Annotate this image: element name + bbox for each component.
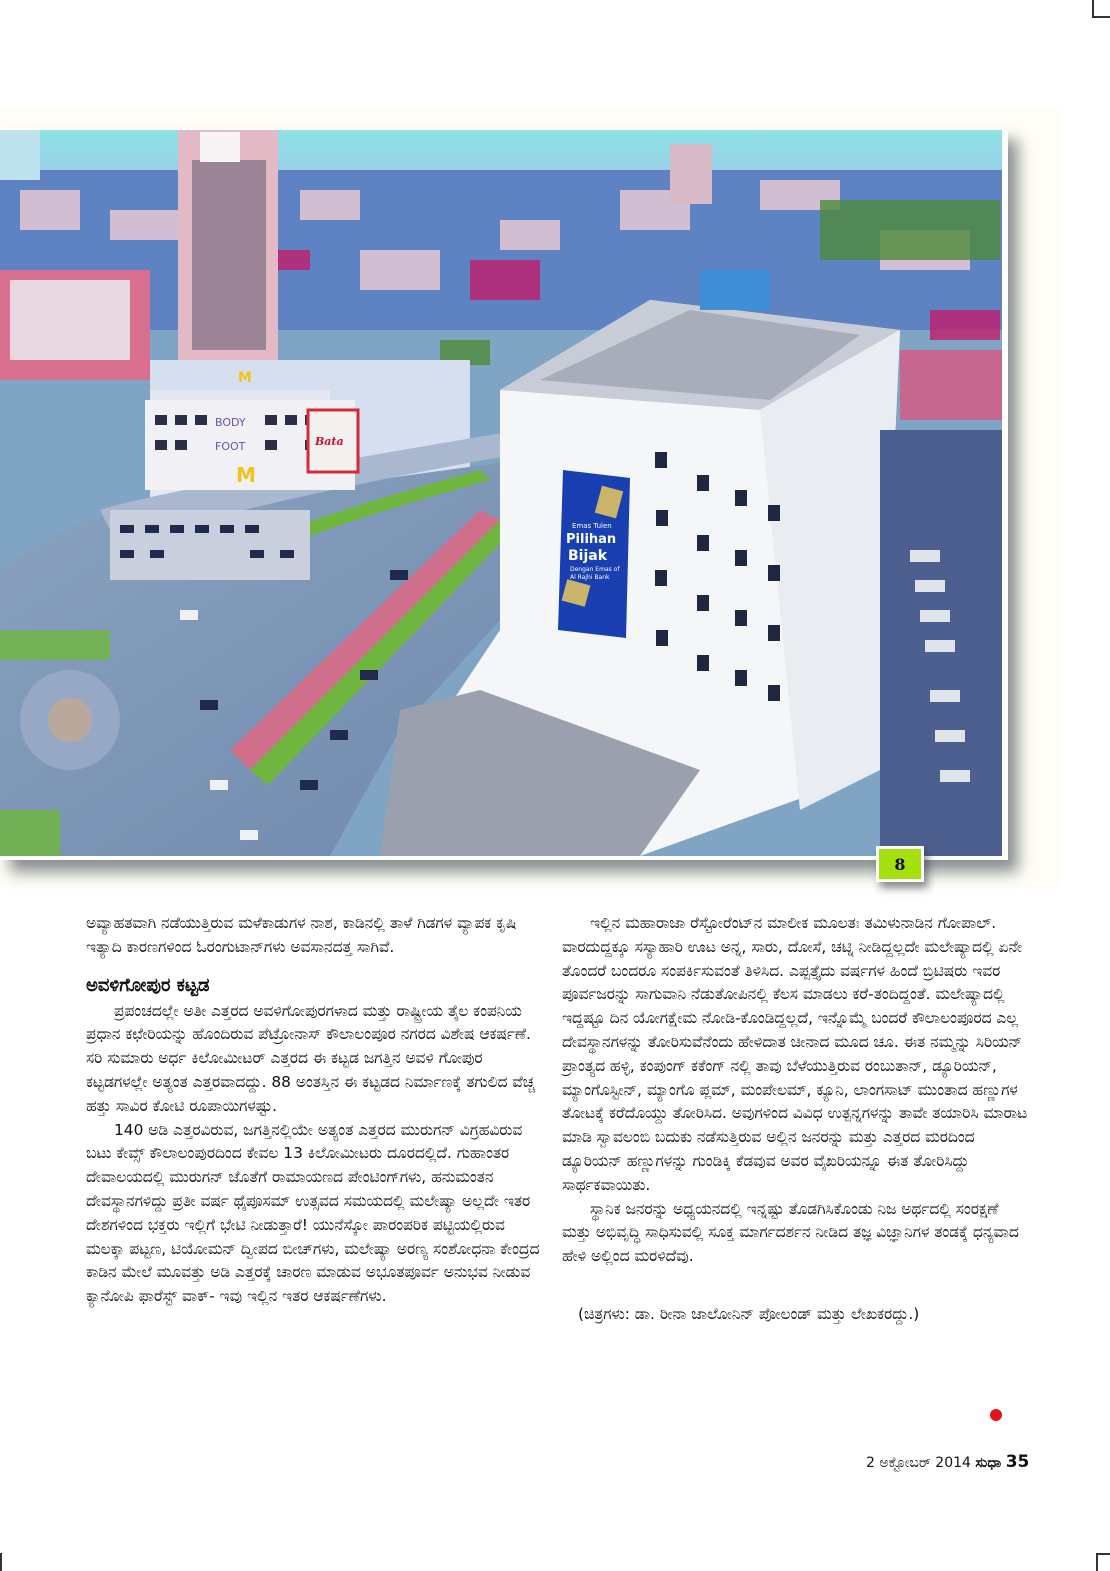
crop-mark-top-right-h <box>1092 16 1110 18</box>
photo-number-badge: 8 <box>876 846 924 882</box>
billboard-text-5: Al Rajhi Bank <box>570 574 610 581</box>
paragraph: ಪ್ರಪಂಚದಲ್ಲೇ ಅತೀ ಎತ್ತರದ ಅವಳಿಗೋಪುರಗಳಾದ ಮತ್ತು ರಾಷ್ಟ್ರೀಯ ತೈಲ ಕಂಪನಿಯ ಪ್ರಧಾನ ಕಛೇರಿಯನ್ನು ಹೊಂದಿರುವ ಪೆಟ್ರೋನಾಸ್ ಕೌಲಾಲಂಪೂರ ನಗರದ ವಿಶೇಷ ಆಕರ್ಷಣೆ. ಸರಿ ಸುಮಾರು ಅರ್ಧ ಕಿಲೋಮೀಟರ್ ಎತ್ತರದ ಈ ಕಟ್ಟಡ ಜಗತ್ತಿನ ಅವಳಿ ಗೋಪುರ ಕಟ್ಟಡಗಳಲ್ಲೇ ಅತ್ಯಂತ ಎತ್ತರವಾದದ್ದು. 88 ಅಂತಸ್ತಿನ ಈ ಕಟ್ಟಡದ ನಿರ್ಮಾಣಕ್ಕೆ ತಗುಲಿದ ವೆಚ್ಚ ಹತ್ತು ಸಾವಿರ ಕೋಟಿ ರೂಪಾಯಿಗಳಷ್ಟು. <box>86 1001 535 1115</box>
magazine-name: ಸುಧಾ <box>975 1455 1002 1471</box>
article-right-column <box>562 912 1032 1327</box>
page-footer <box>866 1452 1029 1472</box>
aerial-city-photo <box>0 130 1002 856</box>
paragraph: ಇಲ್ಲಿನ ಮಹಾರಾಜಾ ರೆಸ್ಟೋರೆಂಟ್‌ನ ಮಾಲೀಕ ಮೂಲತಃ ತಮಿಳುನಾಡಿನ ಗೋಪಾಲ್. ವಾರದುದ್ದಕ್ಕೂ ಸಸ್ಯಾಹಾರಿ ಊಟ ಅನ್ನ, ಸಾರು, ದೋಸೆ, ಚಟ್ನಿ ನೀಡಿದ್ದಲ್ಲದೇ ಮಲೇಷ್ಯಾದಲ್ಲಿ ಏನೇ ತೊಂದರೆ ಬಂದರೂ ಸಂಪರ್ಕಿಸುವಂತೆ ತಿಳಿಸಿದ. ಎಪ್ಪತ್ತೈದು ವರ್ಷಗಳ ಹಿಂದೆ ಬ್ರಿಟಿಷರು ಇವರ ಪೂರ್ವಜರನ್ನು ಸಾಗುವಾನಿ ನೆಡುತೋಪಿನಲ್ಲಿ ಕೆಲಸ ಮಾಡಲು ಕರೆ-ತಂದಿದ್ದಂತೆ. ಮಲೇಷ್ಯಾದಲ್ಲಿ ಇದ್ದಷ್ಟೂ ದಿನ ಯೋಗಕ್ಷೇಮ ನೋಡಿ-ಕೊಂಡಿದ್ದಲ್ಲದೆ, ಇನ್ನೊಮ್ಮೆ ಬಂದರೆ ಕೌಲಾಲಂಪೂರದ ಎಲ್ಲ ದೇವಸ್ಥಾನಗಳನ್ನು ತೋರಿಸುವೆನೆಂದು ಹೇಳಿದಾತ ಚೀನಾದ ಮೂದ ಚೂ. ಈತ ನಮ್ಮನ್ನು ಸಿರಿಯನ್ ಪ್ರಾಂತ್ಯದ ಹಳ್ಳಿ, ಕಂಪುಂಗ್ ಕಕೆಂಗ್ ನಲ್ಲಿ ತಾವು ಬೆಳೆಯುತ್ತಿರುವ ರಂಬುತಾನ್, ಡ್ಯೂರಿಯನ್, ಮ್ಯಾಂಗೊಸ್ಟೀನ್, ಮ್ಯಾಂಗೊ ಪ್ಲಮ್, ಮಂಪೇಲಮ್, ಕ್ಯೂನಿ, ಲಾಂಗಸಾಟ್ ಮುಂತಾದ ಹಣ್ಣುಗಳ ತೋಟಕ್ಕೆ ಕರೆದೊಯ್ದು ತೋರಿಸಿದ. ಅವುಗಳಿಂದ ವಿವಿಧ ಉತ್ಪನ್ನಗಳನ್ನು ತಾವೇ ತಯಾರಿಸಿ ಮಾರಾಟ ಮಾಡಿ ಸ್ವಾವಲಂಬಿ ಬದುಕು ನಡೆಸುತ್ತಿರುವ ಅಲ್ಲಿನ ಜನರನ್ನು ಮತ್ತು ಎತ್ತರದ ಮರದಿಂದ ಡ್ಯೂರಿಯನ್ ಹಣ್ಣುಗಳನ್ನು ಗುಂಡಿಕ್ಕಿ ಕೆಡವುವ ಅವರ ವೈಖರಿಯನ್ನೂ ಈತ ತೋರಿಸಿದ್ದು ಸಾರ್ಥಕವಾಯಿತು. <box>562 914 1028 1194</box>
bata-sign: Bata <box>315 435 344 448</box>
article-left-column <box>86 912 541 1309</box>
crop-mark-bottom-right-h <box>1096 1553 1110 1555</box>
section-heading: ಅವಳಿಗೋಪುರ ಕಟ್ಟಡ <box>86 974 210 996</box>
billboard-text-4: Dengan Emas of <box>570 566 620 573</box>
end-mark-dot <box>990 1409 1002 1421</box>
parking-lot <box>110 510 310 580</box>
water-tanks <box>700 270 770 310</box>
fastfood-logo-roof: M <box>238 370 252 386</box>
paragraph: ಸ್ಥಾನಿಕ ಜನರನ್ನು ಅಧ್ಯಯನದಲ್ಲಿ ಇನ್ನಷ್ಟು ತೊಡಗಿಸಿಕೊಂಡು ನಿಜ ಅರ್ಥದಲ್ಲಿ ಸಂರಕ್ಷಣೆ ಮತ್ತು ಅಭಿವೃದ್ಧಿ ಸಾಧಿಸುವಲ್ಲಿ ಸೂಕ್ತ ಮಾರ್ಗದರ್ಶನ ನೀಡಿದ ತಜ್ಞ ವಿಜ್ಞಾನಿಗಳ ತಂಡಕ್ಕೆ ಧನ್ಯವಾದ ಹೇಳಿ ಅಲ್ಲಿಂದ ಮರಳಿದೆವು. <box>562 1199 1019 1266</box>
fountain <box>48 698 92 742</box>
page-number: 35 <box>1005 1452 1030 1472</box>
issue-date: 2 ಅಕ್ಟೋಬರ್ 2014 <box>866 1455 971 1471</box>
billboard-text-3: Bijak <box>568 548 608 564</box>
high-rise <box>0 130 40 180</box>
photo-credit: (ಚಿತ್ರಗಳು: ಡಾ. ರೀನಾ ಜಾಲೋನಿನ್ ಪೋಲಂಡ್ ಮತ್ತು ಲೇಖಕರದ್ದು.) <box>578 1304 920 1323</box>
body-sign: BODY <box>215 416 246 429</box>
right-roof <box>900 350 1002 420</box>
billboard-text-1: Emas Tulen <box>572 522 612 530</box>
paragraph: ಅವ್ಯಾಹತವಾಗಿ ನಡೆಯುತ್ತಿರುವ ಮಳೆಕಾಡುಗಳ ನಾಶ, ಕಾಡಿನಲ್ಲಿ ತಾಳೆ ಗಿಡಗಳ ವ್ಯಾಪಕ ಕೃಷಿ ಇತ್ಯಾದಿ ಕಾರಣಗಳಿಂದ ಓರಂಗುಟಾನ್‌ಗಳು ಅವಸಾನದತ್ತ ಸಾಗಿವೆ. <box>86 914 517 956</box>
foot-sign: FOOT <box>215 440 246 453</box>
fastfood-logo: M <box>236 463 256 487</box>
crop-mark-bottom-right <box>1096 1553 1098 1571</box>
crop-mark-top-right <box>1092 0 1094 17</box>
billboard-text-2: Pilihan <box>566 532 617 547</box>
photo-frame <box>0 128 1008 860</box>
crop-mark-bottom-left <box>0 1553 2 1571</box>
paragraph: 140 ಅಡಿ ಎತ್ತರವಿರುವ, ಜಗತ್ತಿನಲ್ಲಿಯೇ ಅತ್ಯಂತ ಎತ್ತರದ ಮುರುಗನ್ ವಿಗ್ರಹವಿರುವ ಬಟು ಕೇವ್ಸ್ ಕೌಲಾಲಂಪುರದಿಂದ ಕೇವಲ 13 ಕಿಲೋಮೀಟರು ದೂರದಲ್ಲಿದೆ. ಗುಹಾಂತರ ದೇವಾಲಯದಲ್ಲಿ ಮುರುಗನ್ ಜೊತೆಗೆ ರಾಮಾಯಣದ ಪೇಂಟಿಂಗ್‌ಗಳು, ಹನುಮಂತನ ದೇವಸ್ಥಾನಗಳಿದ್ದು ಪ್ರತೀ ವರ್ಷ ಥೈಪೂಸಮ್ ಉತ್ಸವದ ಸಮಯದಲ್ಲಿ ಮಲೇಷ್ಯಾ ಅಲ್ಲದೇ ಇತರ ದೇಶಗಳಿಂದ ಭಕ್ತರು ಇಲ್ಲಿಗೆ ಭೇಟಿ ನೀಡುತ್ತಾರೆ! ಯುನೆಸ್ಕೋ ಪಾರಂಪರಿಕ ಪಟ್ಟಿಯಲ್ಲಿರುವ ಮಲಕ್ಕಾ ಪಟ್ಟಣ, ಟಿಯೋಮನ್ ದ್ವೀಪದ ಬೀಚ್‌ಗಳು, ಮಲೇಷ್ಯಾ ಅರಣ್ಯ ಸಂಶೋಧನಾ ಕೇಂದ್ರದ ಕಾಡಿನ ಮೇಲೆ ಮೂವತ್ತು ಅಡಿ ಎತ್ತರಕ್ಕೆ ಚಾರಣ ಮಾಡುವ ಅಭೂತಪೂರ್ವ ಅನುಭವ ನೀಡುವ ಕ್ಯಾನೋಪಿ ಫಾರೆಸ್ಟ್ ವಾಕ್- ಇವು ಇಲ್ಲಿನ ಇತರ ಆಕರ್ಷಣೆಗಳು. <box>86 1120 540 1306</box>
